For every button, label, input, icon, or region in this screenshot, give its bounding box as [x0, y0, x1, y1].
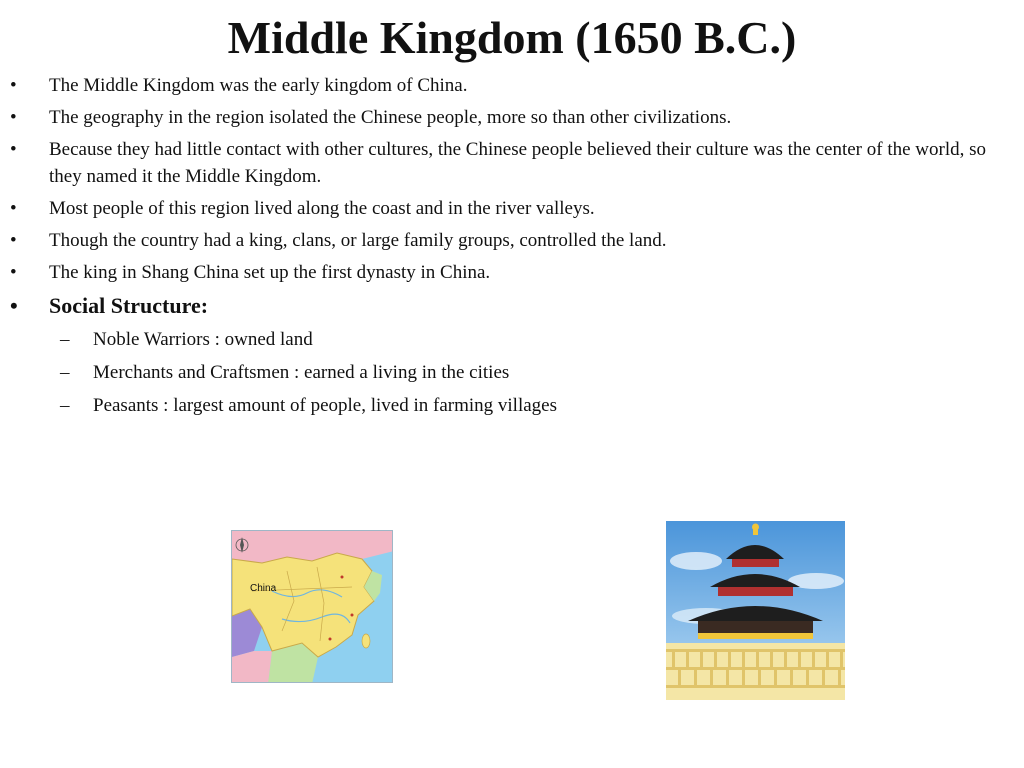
bullet-text: Because they had little contact with other cultures, the Chinese people believed their culture was the center of the world, so they named it the Middle Kingdom.	[49, 139, 987, 187]
bullet-text: Most people of this region lived along the coast and in the river valleys.	[49, 198, 595, 219]
bullet-mark: •	[10, 262, 17, 283]
bullet-mark: •	[10, 75, 17, 96]
bullet-text: Though the country had a king, clans, or large family groups, controlled the land.	[49, 230, 667, 251]
social-structure-heading	[8, 291, 1014, 321]
bullet-item	[8, 72, 1014, 99]
temple-of-heaven-icon	[666, 521, 845, 700]
sub-bullet-text: Merchants and Craftsmen : earned a living in the cities	[93, 362, 510, 383]
map-label-china: China	[250, 583, 277, 594]
temple-image	[666, 521, 845, 700]
bullet-item	[8, 259, 1014, 286]
bullet-item	[8, 195, 1014, 222]
bullet-mark: •	[10, 293, 18, 318]
slide-title: Middle Kingdom (1650 B.C.)	[227, 12, 797, 63]
bullet-text: The king in Shang China set up the first dynasty in China.	[49, 262, 491, 283]
bullet-mark: •	[10, 107, 17, 128]
china-map-graphic	[232, 531, 393, 683]
bullet-mark: •	[10, 230, 17, 251]
bullet-mark: •	[10, 198, 17, 219]
sub-bullet-item	[8, 359, 1014, 386]
bullet-list	[8, 72, 1014, 425]
sub-bullet-text: Peasants : largest amount of people, lived in farming villages	[93, 395, 557, 416]
bullet-text: The Middle Kingdom was the early kingdom of China.	[49, 75, 468, 96]
bullet-text: The geography in the region isolated the Chinese people, more so than other civilizations.	[49, 107, 732, 128]
dash-mark: –	[60, 362, 70, 383]
social-structure-heading-text: Social Structure:	[49, 293, 209, 318]
china-map-image	[231, 530, 393, 683]
sub-bullet-item	[8, 392, 1014, 419]
sub-bullet-item	[8, 326, 1014, 353]
dash-mark: –	[60, 395, 70, 416]
bullet-item	[8, 136, 1014, 190]
dash-mark: –	[60, 329, 70, 350]
bullet-item	[8, 227, 1014, 254]
bullet-mark: •	[10, 139, 17, 160]
bullet-item	[8, 104, 1014, 131]
sub-bullet-text: Noble Warriors : owned land	[93, 329, 313, 350]
